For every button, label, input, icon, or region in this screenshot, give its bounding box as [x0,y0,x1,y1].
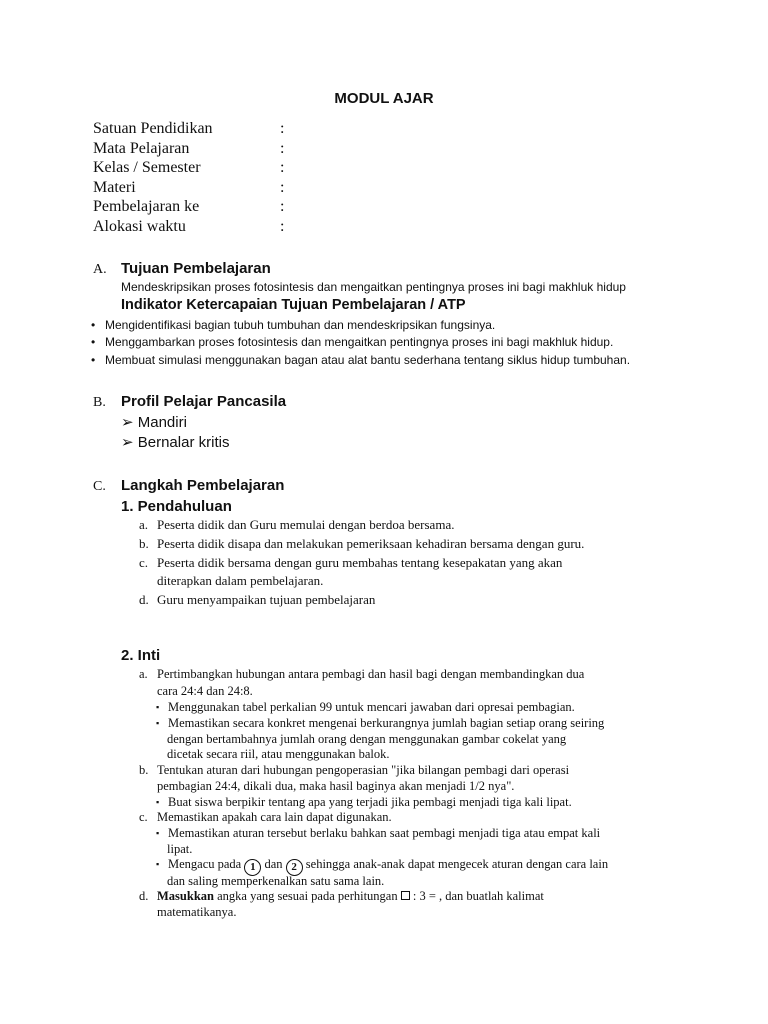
section-c-letter: C. [93,479,106,494]
section-b-letter: B. [93,395,106,410]
identity-label: Satuan Pendidikan [93,120,213,137]
inti-subitem-continued: dengan bertambahnya jumlah orang dengan menggunakan gambar cokelat yang [167,732,567,746]
profile-item: ➢ Mandiri [121,414,187,431]
inti-subitem: ▪ Memastikan secara konkret mengenai berkurangnya jumlah bagian setiap orang seiring [156,716,605,730]
identity-row [93,218,284,238]
square-bullet-icon: ▪ [156,828,160,838]
bullet-icon: • [91,318,96,332]
section-a-letter: A. [93,262,107,277]
pendahuluan-marker: a. [139,517,149,532]
square-bullet-icon: ▪ [156,859,160,869]
square-bullet-icon: ▪ [156,718,160,728]
square-bullet-icon: ▪ [156,797,160,807]
identity-colon: : [280,120,285,137]
identity-colon: : [280,218,285,235]
pendahuluan-item-continued: diterapkan dalam pembelajaran. [157,573,324,588]
emphasis-text: Masukkan [157,889,214,903]
identity-colon: : [280,179,285,196]
bullet-icon: • [91,353,96,367]
inti-subitem: ▪ Memastikan aturan tersebut berlaku bahkan saat pembagi menjadi tiga atau empat kali [156,826,601,840]
inti-subitem-continued: dicetak secara riil, atau menggunakan balok. [167,747,390,761]
inti-marker: b. [139,763,149,777]
inti-item-continued: matematikanya. [157,905,237,919]
identity-label: Materi [93,179,136,196]
identity-label: Alokasi waktu [93,218,186,235]
identity-colon: : [280,159,285,176]
inti-item: Masukkan angka yang sesuai pada perhitungan : 3 = , dan buatlah kalimat [157,889,544,903]
pendahuluan-item: Peserta didik disapa dan melakukan pemeriksaan kehadiran bersama dengan guru. [157,536,585,551]
identity-row [93,140,284,160]
inti-item: Memastikan apakah cara lain dapat digunakan. [157,810,392,824]
inti-title: 2. Inti [121,647,161,664]
inti-subitem: ▪ Menggunakan tabel perkalian 99 untuk mencari jawaban dari opresai pembagian. [156,700,575,714]
indicator-bullet-item: • Membuat simulasi menggunakan bagan atau alat bantu sederhana tentang siklus hidup tumbuhan. [91,353,631,367]
identity-row [93,179,284,199]
identity-label: Mata Pelajaran [93,140,190,157]
inti-subitem-continued: dan saling memperkenalkan satu sama lain. [167,874,385,888]
inti-marker: a. [139,667,148,681]
inti-subitem: ▪ Mengacu pada 1 dan 2 sehingga anak-anak dapat mengecek aturan dengan cara lain [156,857,608,876]
identity-colon: : [280,198,285,215]
bullet-icon: • [91,335,96,349]
circled-one-icon: 1 [244,859,261,876]
section-c-title: Langkah Pembelajaran [121,477,285,494]
inti-item-continued: cara 24:4 dan 24:8. [157,684,253,698]
inti-marker: c. [139,810,148,824]
pendahuluan-marker: d. [139,592,149,607]
circled-two-icon: 2 [286,859,303,876]
section-a-text: Mendeskripsikan proses fotosintesis dan mengaitkan pentingnya proses ini bagi makhluk hidup [121,280,626,294]
arrow-icon: ➢ [121,434,134,451]
profile-item: ➢ Bernalar kritis [121,434,230,451]
square-bullet-icon: ▪ [156,702,160,712]
pendahuluan-item: Peserta didik bersama dengan guru membahas tentang kesepakatan yang akan [157,555,563,570]
pendahuluan-item: Guru menyampaikan tujuan pembelajaran [157,592,376,607]
identity-row [93,120,284,140]
section-b-title: Profil Pelajar Pancasila [121,393,287,410]
inti-marker: d. [139,889,149,903]
inti-item: Tentukan aturan dari hubungan pengoperasian "jika bilangan pembagi dari operasi [157,763,570,777]
identity-colon: : [280,140,285,157]
pendahuluan-item: Peserta didik dan Guru memulai dengan berdoa bersama. [157,517,455,532]
blank-box-icon [401,891,410,900]
inti-item-continued: pembagian 24:4, dikali dua, maka hasil baginya akan menjadi 1/2 nya". [157,779,515,793]
section-a-title: Tujuan Pembelajaran [121,260,271,277]
inti-item: Pertimbangkan hubungan antara pembagi dan hasil bagi dengan membandingkan dua [157,667,585,681]
pendahuluan-marker: b. [139,536,149,551]
identity-label: Pembelajaran ke [93,198,200,215]
indicator-bullet-item: • Menggambarkan proses fotosintesis dan mengaitkan pentingnya proses ini bagi makhluk hidup. [91,335,614,349]
inti-subitem: ▪ Buat siswa berpikir tentang apa yang terjadi jika pembagi menjadi tiga kali lipat. [156,795,572,809]
identity-label: Kelas / Semester [93,159,201,176]
page-title: MODUL AJAR [334,90,434,107]
inti-subitem-continued: lipat. [167,842,193,856]
identity-row [93,198,284,218]
indicator-title: Indikator Ketercapaian Tujuan Pembelajaran / ATP [121,297,466,313]
pendahuluan-title: 1. Pendahuluan [121,498,232,515]
identity-row [93,159,284,179]
pendahuluan-marker: c. [139,555,149,570]
arrow-icon: ➢ [121,414,134,431]
indicator-bullet-item: • Mengidentifikasi bagian tubuh tumbuhan dan mendeskripsikan fungsinya. [91,318,496,332]
